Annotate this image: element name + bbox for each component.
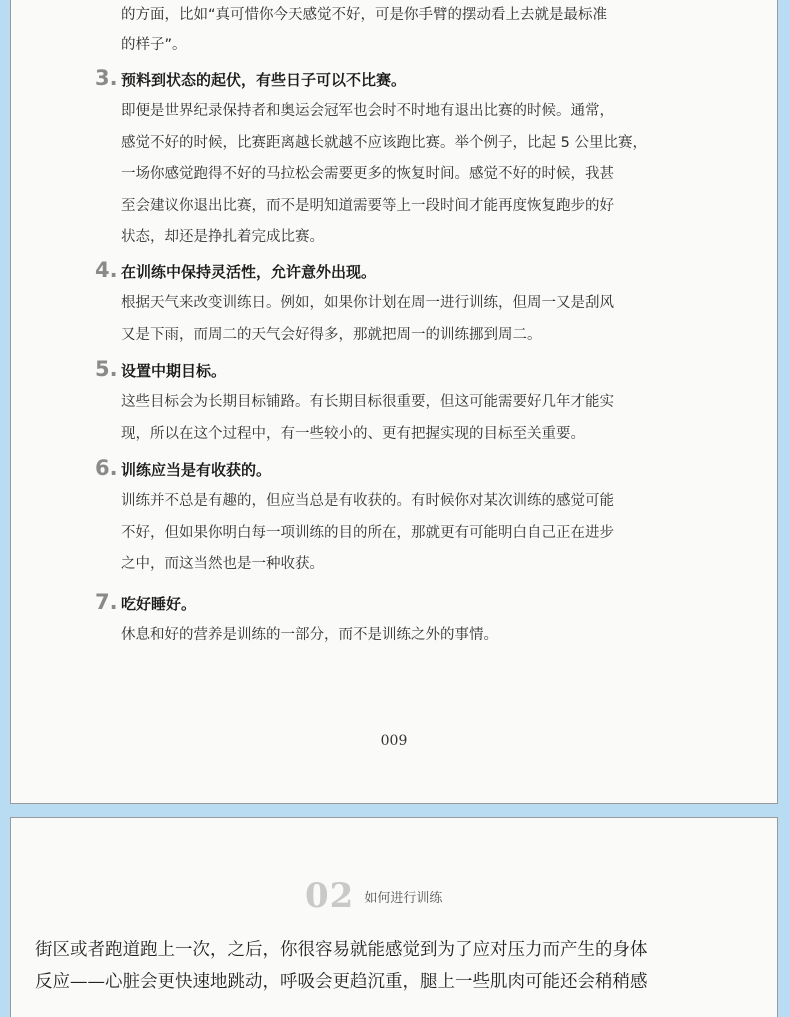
list-item-6 [95, 456, 685, 581]
item-number: 7. [95, 590, 118, 614]
text-line: 又是下雨，而周二的天气会好得多，那就把周一的训练挪到周二。 [121, 326, 542, 343]
item-title: 吃好睡好。 [121, 595, 197, 613]
list-item-4 [95, 258, 685, 351]
text-line: 一场你感觉跑得不好的马拉松会需要更多的恢复时间。感觉不好的时候，我甚 [121, 166, 614, 182]
page-number: 009 [380, 733, 408, 749]
text-line: 感觉不好的时候，比赛距离越长就越不应该跑比赛。举个例子，比起 5 公里比赛， [121, 134, 647, 151]
book-page-009 [10, 0, 778, 804]
item-title: 训练应当是有收获的。 [121, 461, 272, 479]
text-line: 反应——心脏会更快速地跳动，呼吸会更趋沉重，腿上一些肌肉可能还会稍稍感 [35, 972, 648, 992]
text-line: 的样子”。 [121, 37, 187, 53]
item-number: 5. [95, 357, 118, 381]
text-line: 至会建议你退出比赛，而不是明知道需要等上一段时间才能再度恢复跑步的好 [121, 197, 614, 214]
list-item-3 [95, 66, 685, 254]
body-paragraph [35, 934, 755, 998]
chapter-number: 02 [305, 876, 355, 916]
text-line: 的方面，比如“真可惜你今天感觉不好，可是你手臂的摆动看上去就是最标准 [121, 7, 608, 23]
chapter-title: 如何进行训练 [364, 890, 443, 906]
text-line: 这些目标会为长期目标铺路。有长期目标很重要，但这可能需要好几年才能实 [121, 394, 614, 410]
item-title: 预料到状态的起伏，有些日子可以不比赛。 [121, 71, 407, 89]
text-line: 状态，却还是挣扎着完成比赛。 [121, 229, 324, 245]
text-line: 现，所以在这个过程中，有一些较小的、更有把握实现的目标至关重要。 [121, 425, 585, 442]
item-number: 3. [95, 66, 118, 90]
item-number: 6. [95, 456, 118, 480]
text-line: 根据天气来改变训练日。例如，如果你计划在周一进行训练，但周一又是刮风 [121, 295, 614, 311]
list-item-5 [95, 357, 685, 450]
list-item-7 [95, 590, 685, 652]
item-title: 在训练中保持灵活性，允许意外出现。 [121, 263, 377, 281]
intro-paragraph [121, 0, 681, 60]
book-page-next [10, 817, 778, 1017]
text-line: 训练并不总是有趣的，但应当总是有收获的。有时候你对某次训练的感觉可能 [121, 493, 614, 509]
item-number: 4. [95, 258, 118, 282]
text-line: 街区或者跑道跑上一次，之后，你很容易就能感觉到为了应对压力而产生的身体 [35, 940, 648, 960]
text-line: 休息和好的营养是训练的一部分，而不是训练之外的事情。 [121, 627, 498, 643]
item-title: 设置中期目标。 [121, 362, 227, 380]
text-line: 即便是世界纪录保持者和奥运会冠军也会时不时地有退出比赛的时候。通常， [121, 103, 614, 119]
text-line: 不好，但如果你明白每一项训练的目的所在，那就更有可能明白自己正在进步 [121, 524, 614, 541]
chapter-header [305, 876, 442, 916]
text-line: 之中，而这当然也是一种收获。 [121, 556, 324, 572]
